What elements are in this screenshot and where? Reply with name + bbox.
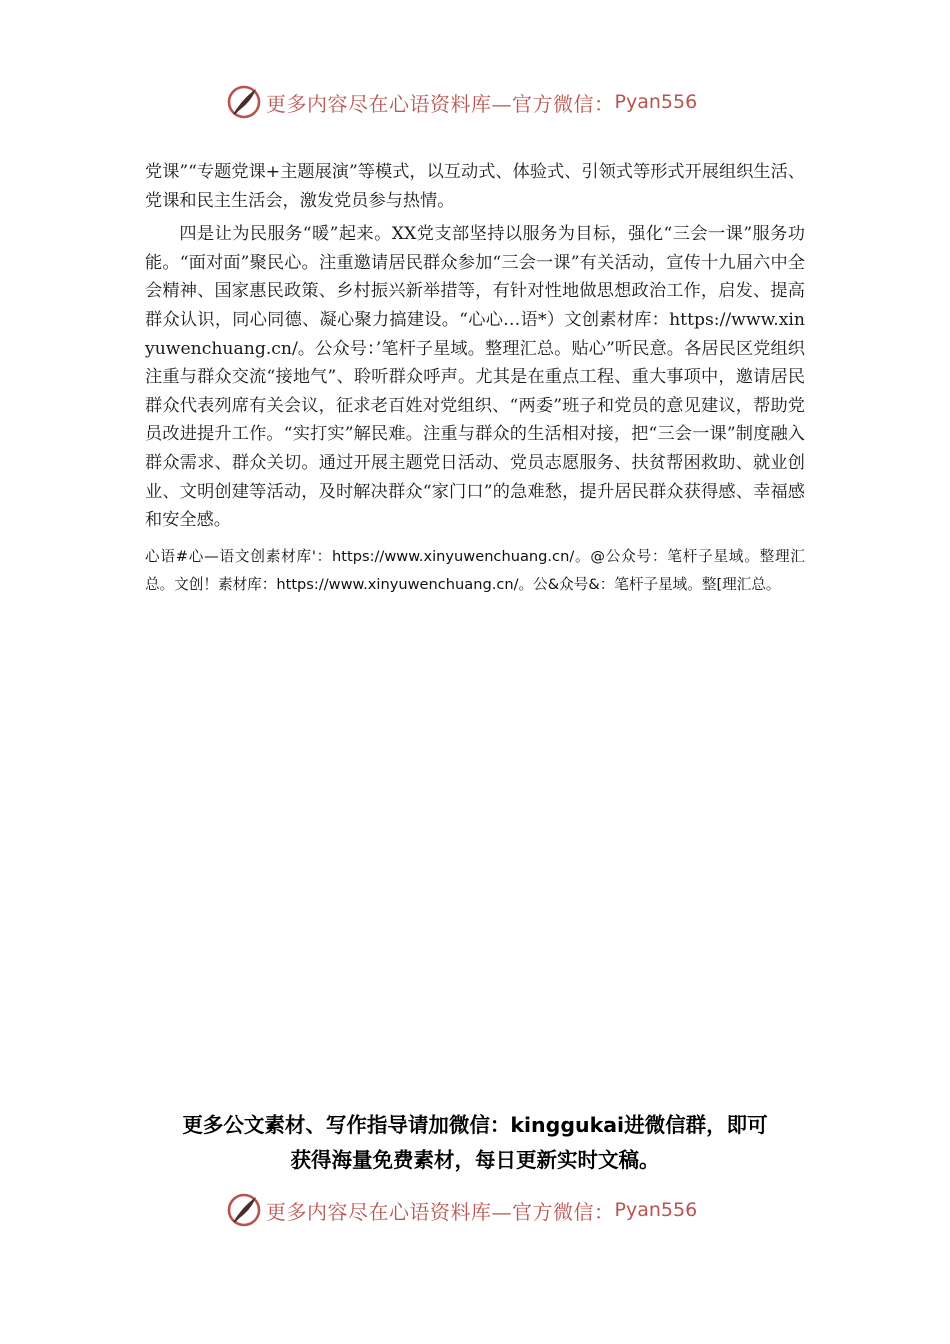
- quill-pen-logo-icon: [226, 1192, 262, 1228]
- promo-notice: [120, 1108, 830, 1178]
- header-wechat-id: Pyan556: [614, 91, 698, 113]
- document-body: [145, 158, 805, 600]
- paragraph-continuation: 党课”“专题党课+主题展演”等模式，以互动式、体验式、引领式等形式开展组织生活、党课和民主生活会，激发党员参与热情。: [145, 162, 805, 211]
- footer-wechat-id: Pyan556: [614, 1199, 698, 1221]
- paragraph-service: 四是让为民服务“暖”起来。XX党支部坚持以服务为目标，强化“三会一课”服务功能。“面对面”聚民心。注重邀请居民群众参加“三会一课”有关活动，宣传十九届六中全会精神、国家惠民政策、乡村振兴新举措等，有针对性地做思想政治工作，启发、提高群众认识，同心同德、凝心聚力搞建设。“心心…语*）文创素材库：https://www.xinyuwenchuang.cn/。公众号：’笔杆子星域。整理汇总。贴心”听民意。各居民区党组织注重与群众交流“接地气”、聆听群众呼声。尤其是在重点工程、重大事项中，邀请居民群众代表列席有关会议，征求老百姓对党组织、“两委”班子和党员的意见建议，帮助党员改进提升工作。“实打实”解民难。注重与群众的生活相对接，把“三会一课”制度融入群众需求、群众关切。通过开展主题党日活动、党员志愿服务、扶贫帮困救助、就业创业、文明创建等活动，及时解决群众“家门口”的急难愁，提升居民群众获得感、幸福感和安全感。: [145, 224, 805, 531]
- footer-banner-text: 更多内容尽在心语资料库—官方微信：: [266, 1199, 615, 1224]
- promo-line-1: 更多公文素材、写作指导请加微信：kinggukai进微信群，即可: [182, 1113, 768, 1137]
- footer-banner: [226, 1190, 726, 1230]
- header-banner: [226, 82, 726, 122]
- promo-line-2: 获得海量免费素材，每日更新实时文稿。: [290, 1148, 660, 1172]
- quill-pen-logo-icon: [226, 84, 262, 120]
- header-banner-text: 更多内容尽在心语资料库—官方微信：: [266, 91, 615, 116]
- watermark-note: 心语#心—语文创素材库'：https://www.xinyuwenchuang.cn/。@公众号：笔杆子星域。整理汇总。文创！素材库：https://www.xinyuwenchuang.cn/。公&众号&：笔杆子星域。整[理汇总。: [145, 547, 805, 594]
